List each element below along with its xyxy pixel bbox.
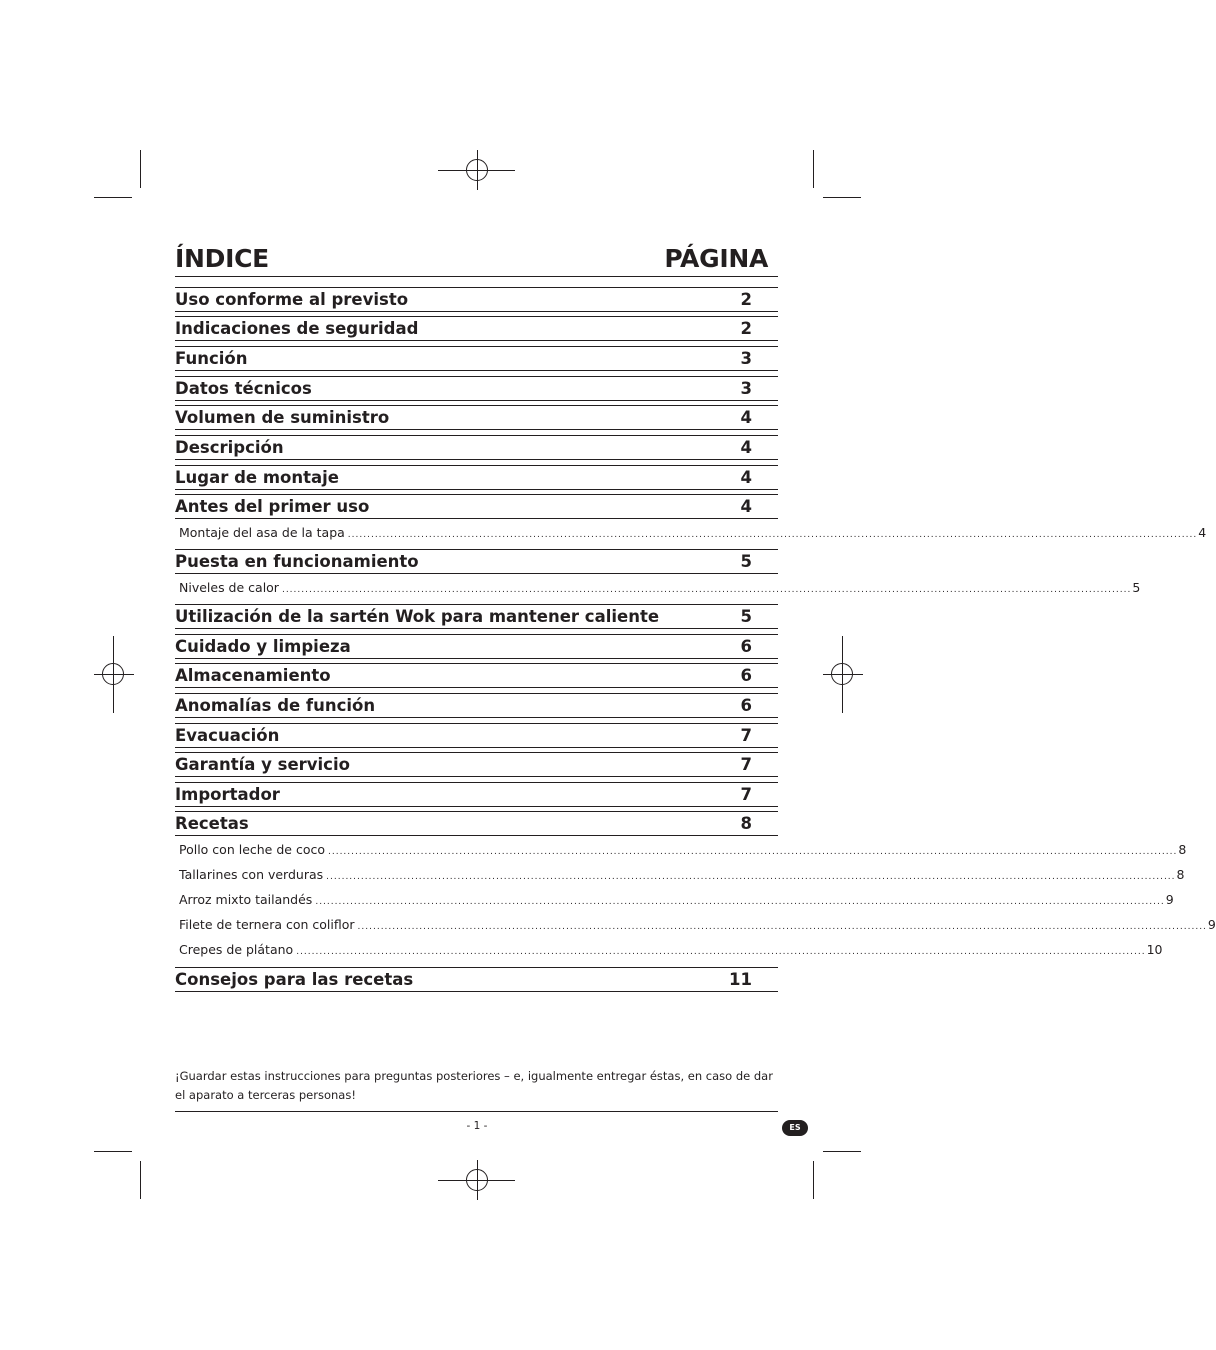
toc-entry-title: Antes del primer uso (175, 497, 370, 516)
toc-entry-title: Niveles de calor (179, 580, 279, 595)
toc-entry-page: 6 (740, 637, 752, 656)
registration-left-circle (102, 663, 124, 685)
toc-entry-page: 5 (740, 552, 752, 571)
toc-entry-title: Cuidado y limpieza (175, 637, 351, 656)
toc-entry-page: 8 (1178, 842, 1187, 857)
toc-entry-page: 7 (740, 755, 752, 774)
toc-entry (175, 287, 778, 312)
toc-entry-title: Función (175, 349, 248, 368)
toc-entry-page: 4 (1198, 525, 1207, 540)
toc-entry-page: 8 (1176, 867, 1185, 882)
toc-entry-title: Descripción (175, 438, 284, 457)
toc-subentry (175, 837, 1187, 862)
toc-entry-page: 4 (740, 497, 752, 516)
crop-mark-bottom-right-v (813, 1161, 814, 1199)
toc-entry-page: 9 (1207, 917, 1216, 932)
crop-mark-top-left-h (94, 197, 132, 198)
toc-entry (175, 435, 778, 460)
toc-subentry (175, 912, 1216, 937)
toc-entry (175, 346, 778, 371)
toc-entry (175, 634, 778, 659)
dot-leader: ............................................................................................................................................................................................................................ (326, 871, 1176, 882)
dot-leader: ............................................................................................................................................................................................................................ (281, 584, 1132, 595)
toc-entry-title: Anomalías de función (175, 696, 376, 715)
toc-entry-title: Uso conforme al previsto (175, 290, 409, 309)
toc-entry-title: Volumen de suministro (175, 408, 390, 427)
toc-entry-title: Datos técnicos (175, 379, 312, 398)
toc-entry-title: Arroz mixto tailandés (179, 892, 313, 907)
toc-entry-page: 2 (740, 290, 752, 309)
toc-entry (175, 405, 778, 430)
crop-mark-top-right-h (823, 197, 861, 198)
toc-entry-page: 9 (1165, 892, 1174, 907)
toc-entry-page: 7 (740, 726, 752, 745)
dot-leader: ............................................................................................................................................................................................................................ (327, 846, 1178, 857)
toc-entry-title: Utilización de la sartén Wok para mantener caliente (175, 607, 660, 626)
language-badge: ES (782, 1120, 808, 1136)
toc-entry-page: 3 (740, 349, 752, 368)
registration-bottom-circle (466, 1169, 488, 1191)
toc-entry (175, 811, 778, 836)
toc-entry-page: 8 (740, 814, 752, 833)
toc-entry (175, 465, 778, 490)
toc-entry-title: Importador (175, 785, 280, 804)
toc-entry-page: 5 (740, 607, 752, 626)
dot-leader: ............................................................................................................................................................................................................................ (357, 921, 1207, 932)
toc-entry (175, 494, 778, 519)
toc-entry-page: 7 (740, 785, 752, 804)
toc-title: ÍNDICE (175, 244, 269, 273)
dot-leader: ............................................................................................................................................................................................................................ (296, 946, 1146, 957)
toc-entry-page: 5 (1132, 580, 1141, 595)
registration-top-circle (466, 159, 488, 181)
toc-entry (175, 782, 778, 807)
crop-mark-bottom-left-v (140, 1161, 141, 1199)
toc-entry (175, 316, 778, 341)
toc-entry (175, 723, 778, 748)
toc-entry-title: Pollo con leche de coco (179, 842, 325, 857)
page-number: - 1 - (466, 1120, 488, 1132)
toc-entry (175, 604, 778, 629)
dot-leader: ............................................................................................................................................................................................................................ (347, 529, 1198, 540)
toc-entry-title: Filete de ternera con coliflor (179, 917, 355, 932)
page-column-title: PÁGINA (664, 244, 768, 273)
toc-entry-page: 11 (729, 970, 752, 989)
footer-note: ¡Guardar estas instrucciones para preguntas posteriores – e, igualmente entregar éstas, en caso de dar el aparato a terceras personas! (175, 1069, 773, 1102)
toc-entry-title: Lugar de montaje (175, 468, 339, 487)
toc-entry (175, 967, 778, 992)
toc-entry-title: Consejos para las recetas (175, 970, 414, 989)
toc-subentry (175, 862, 1185, 887)
toc-entry-title: Puesta en funcionamiento (175, 552, 419, 571)
toc-entry-page: 4 (740, 408, 752, 427)
dot-leader: ............................................................................................................................................................................................................................ (315, 896, 1165, 907)
toc-entry-title: Recetas (175, 814, 249, 833)
toc-entry-title: Indicaciones de seguridad (175, 319, 419, 338)
toc-subentry (175, 937, 1163, 962)
toc-entry (175, 549, 778, 574)
crop-mark-top-left-v (140, 150, 141, 188)
crop-mark-bottom-left-h (94, 1151, 132, 1152)
crop-mark-bottom-right-h (823, 1151, 861, 1152)
toc-entry-page: 2 (740, 319, 752, 338)
toc-entry-page: 4 (740, 438, 752, 457)
toc-entry (175, 663, 778, 688)
toc-entry (175, 693, 778, 718)
toc-entry-page: 10 (1146, 942, 1163, 957)
registration-right-circle (831, 663, 853, 685)
crop-mark-top-right-v (813, 150, 814, 188)
toc-entry-page: 6 (740, 666, 752, 685)
toc-entry-page: 4 (740, 468, 752, 487)
toc-entry (175, 376, 778, 401)
toc-entry-title: Crepes de plátano (179, 942, 294, 957)
toc-entry-title: Montaje del asa de la tapa (179, 525, 345, 540)
toc-entry-page: 3 (740, 379, 752, 398)
toc-header (175, 240, 778, 277)
footer-divider (175, 1111, 778, 1112)
toc-subentry (175, 520, 1207, 545)
toc-entry-title: Tallarines con verduras (179, 867, 324, 882)
toc-subentry (175, 575, 1141, 600)
toc-entry (175, 752, 778, 777)
toc-subentry (175, 887, 1174, 912)
toc-entry-title: Evacuación (175, 726, 280, 745)
toc-entry-title: Garantía y servicio (175, 755, 350, 774)
toc-entry-title: Almacenamiento (175, 666, 331, 685)
toc-entry-page: 6 (740, 696, 752, 715)
